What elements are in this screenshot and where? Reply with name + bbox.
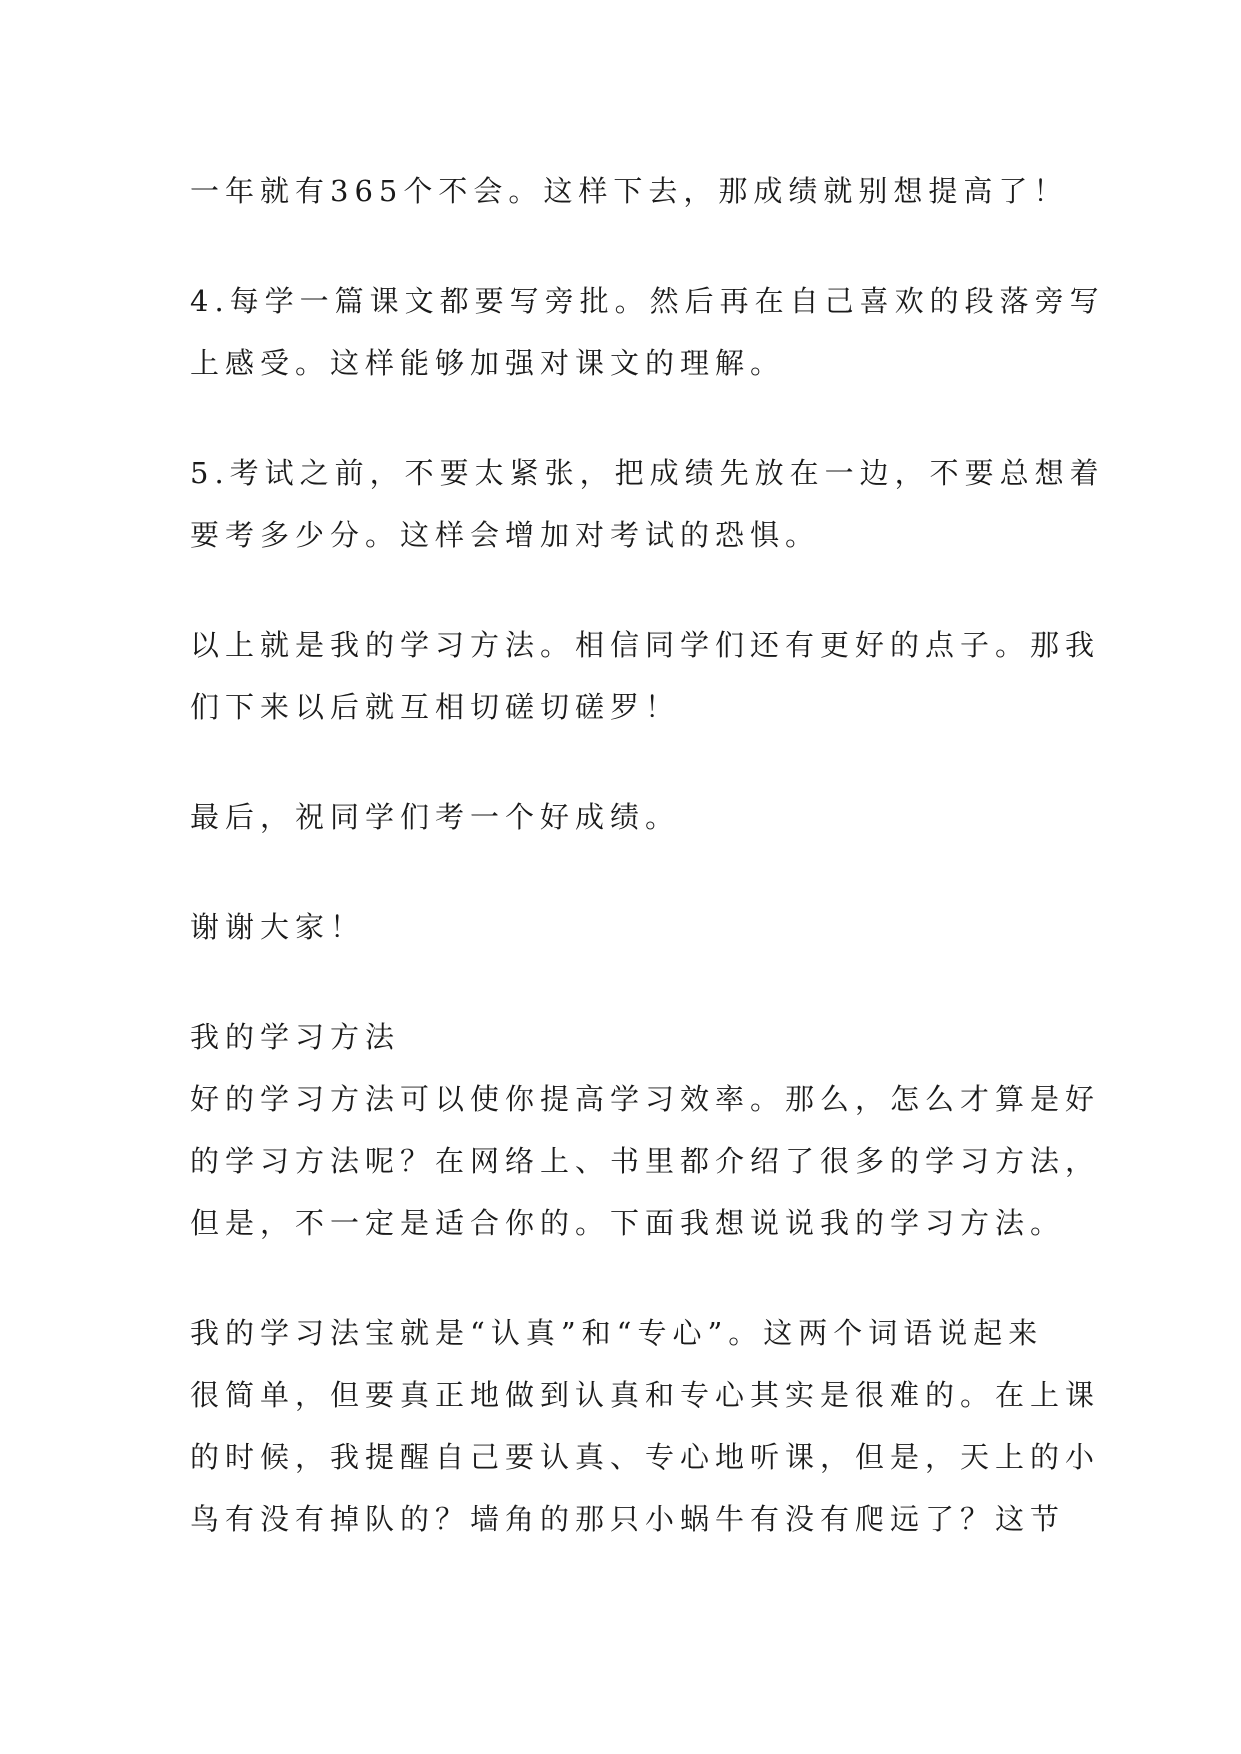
paragraph bbox=[190, 896, 1070, 958]
text-line: 鸟有没有掉队的？墙角的那只小蜗牛有没有爬远了？这节 bbox=[190, 1502, 1066, 1536]
text-line: 好的学习方法可以使你提高学习效率。那么，怎么才算是好 bbox=[190, 1082, 1101, 1116]
text-line: 的学习方法呢？在网络上、书里都介绍了很多的学习方法， bbox=[190, 1144, 1101, 1178]
paragraph bbox=[190, 160, 1070, 222]
paragraph bbox=[190, 270, 1105, 394]
text-line: 上感受。这样能够加强对课文的理解。 bbox=[190, 346, 786, 380]
text-line: 以上就是我的学习方法。相信同学们还有更好的点子。那我 bbox=[190, 628, 1101, 662]
text-line: 的时候，我提醒自己要认真、专心地听课，但是，天上的小 bbox=[190, 1440, 1101, 1474]
text-line: 要考多少分。这样会增加对考试的恐惧。 bbox=[190, 518, 821, 552]
paragraph bbox=[190, 786, 1070, 848]
text-line: 我的学习法宝就是“认真”和“专心”。这两个词语说起来 bbox=[190, 1316, 1044, 1350]
text-line: 最后，祝同学们考一个好成绩。 bbox=[190, 800, 681, 834]
text-line: 们下来以后就互相切磋切磋罗！ bbox=[190, 690, 681, 724]
document-body bbox=[190, 160, 1105, 1550]
paragraph bbox=[190, 1068, 1101, 1254]
text-line: 谢谢大家！ bbox=[190, 910, 366, 944]
text-line: 一年就有365个不会。这样下去，那成绩就别想提高了！ bbox=[190, 174, 1069, 208]
text-line: 4.每学一篇课文都要写旁批。然后再在自己喜欢的段落旁写 bbox=[190, 284, 1105, 318]
text-line: 5.考试之前，不要太紧张，把成绩先放在一边，不要总想着 bbox=[190, 456, 1105, 490]
text-line: 但是，不一定是适合你的。下面我想说说我的学习方法。 bbox=[190, 1206, 1066, 1240]
paragraph bbox=[190, 442, 1105, 566]
paragraph bbox=[190, 1302, 1101, 1550]
text-line: 很简单，但要真正地做到认真和专心其实是很难的。在上课 bbox=[190, 1378, 1101, 1412]
section-title: 我的学习方法 bbox=[190, 1020, 401, 1054]
paragraph bbox=[190, 614, 1101, 738]
